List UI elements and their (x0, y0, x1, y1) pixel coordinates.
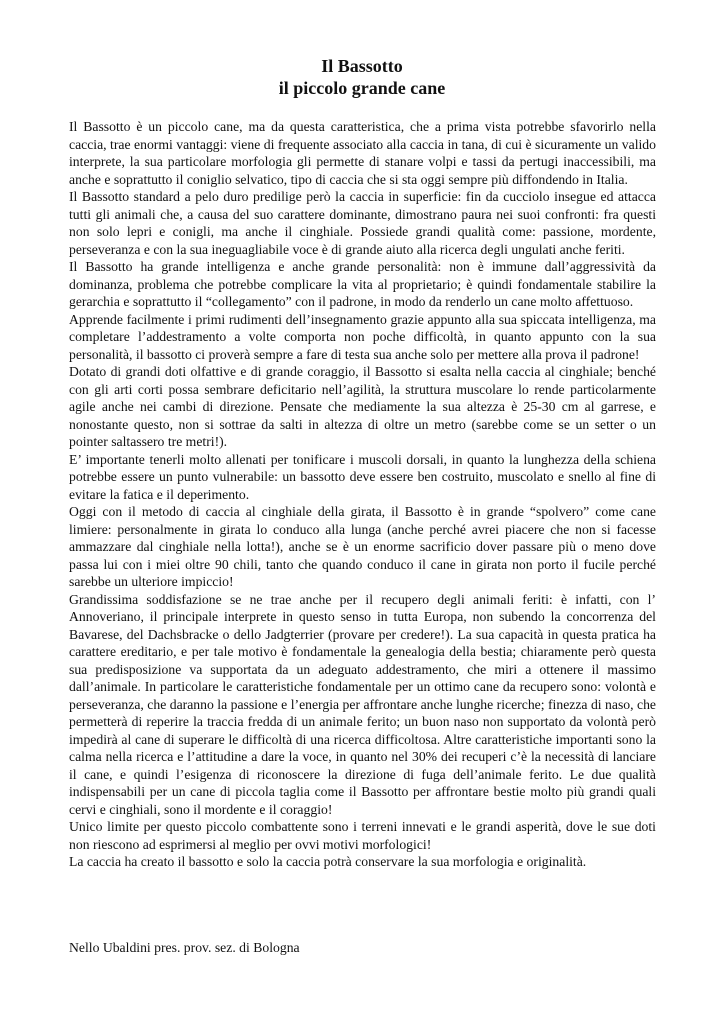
document-body (69, 118, 656, 871)
paragraph: Il Bassotto è un piccolo cane, ma da questa caratteristica, che a prima vista potrebbe sfavorirlo nella caccia, trae enormi vantaggi: viene di frequente associato alla caccia in tana, di cui è sicuramente un valido interprete, la sua particolare morfologia gli permette di stanare volpi e tassi da pertugi inaccessibili, ma anche e soprattutto il coniglio selvatico, tipo di caccia che si sta oggi sempre più diffondendo in Italia. (69, 119, 656, 187)
paragraph: Unico limite per questo piccolo combattente sono i terreni innevati e le grandi asperità, dove le sue doti non riescono ad esprimersi al meglio per ovvi motivi morfologici! (69, 819, 656, 852)
paragraph: La caccia ha creato il bassotto e solo la caccia potrà conservare la sua morfologia e originalità. (69, 854, 587, 869)
paragraph: Il Bassotto standard a pelo duro predilige però la caccia in superficie: fin da cucciolo insegue ed attacca tutti gli animali che, a causa del suo carattere dominante, dimostrano paura nei suoi confronti: fra questi non solo lepri e conigli, ma anche il cinghiale. Possiede grandi qualità come: passione, mordente, perseveranza e con la sua ineguagliabile voce è di grande aiuto alla ricerca degli ungulati anche feriti. (69, 189, 656, 257)
paragraph: E’ importante tenerli molto allenati per tonificare i muscoli dorsali, in quanto la lunghezza della schiena potrebbe essere un punto vulnerabile: un bassotto deve essere ben costruito, muscolato e snello al fine di evitare la fatica e il deperimento. (69, 451, 656, 502)
paragraph: Il Bassotto ha grande intelligenza e anche grande personalità: non è immune dall’aggressività da dominanza, problema che potrebbe complicare la vita al proprietario; è quindi fondamentale stabilire la gerarchia e soprattutto il “collegamento” con il padrone, in modo da renderlo un cane molto affettuoso. (69, 259, 656, 309)
document-subtitle: il piccolo grande cane (278, 78, 446, 98)
document-title: Il Bassotto (321, 56, 403, 76)
paragraph: Apprende facilmente i primi rudimenti dell’insegnamento grazie appunto alla sua spiccata intelligenza, ma completare l’addestramento a volte comporta non poche difficoltà, in quanto appunto con la sua personalità, il bassotto ci proverà sempre a fare di testa sua anche solo per mettere alla prova il padrone! (69, 311, 656, 362)
paragraph: Dotato di grandi doti olfattive e di grande coraggio, il Bassotto si esalta nella caccia al cinghiale; benché con gli arti corti possa sembrare deficitario nell’agilità, la struttura muscolare lo rende particolarmente agile anche nei cambi di direzione. Pensate che mediamente la sua altezza è 25-30 cm al garrese, e nonostante questo, non si sottrae da salti in altezza di oltre un metro (sarebbe come se un setter o un pointer saltassero tre metri!). (69, 364, 656, 449)
paragraph: Oggi con il metodo di caccia al cinghiale della girata, il Bassotto è in grande “spolvero” come cane limiere: personalmente in girata lo conduco alla lunga (anche perché avrei piacere che non si facesse ammazzare dal cinghiale nella lotta!), anche se è un enorme sacrificio dover passare più o meno dove passa lui con i miei oltre 90 chili, tanto che quando conduco il cane in girata non porto il fucile perché sarebbe un ulteriore impiccio! (69, 504, 656, 589)
signature: Nello Ubaldini pres. prov. sez. di Bologna (69, 940, 300, 955)
document-header (0, 55, 724, 99)
paragraph: Grandissima soddisfazione se ne trae anche per il recupero degli animali feriti: è infatti, con l’ Annoveriano, il principale interprete in questo senso in tutta Europa, non subendo la concorrenza del Bavarese, del Dachsbracke o dello Jadgterrier (provare per credere!). La sua capacità in questa pratica ha carattere ereditario, e per tale motivo è fondamentale la genealogia della bestia; chiaramente però questa sua predisposizione va supportata da un adeguato addestramento, che miri a ottenere il massimo dall’animale. In particolare le caratteristiche fondamentale per un ottimo cane da recupero sono: volontà e perseveranza, che daranno la passione e l’energia per affrontare anche lunghe ricerche; finezza di naso, che permetterà di reperire la traccia fredda di un animale ferito; un buon naso non supportato da volontà però impedirà al cane di superare le difficoltà di una ricerca difficoltosa. Altre caratteristiche importanti sono la calma nella ricerca e l’attitudine a dare la voce, in quanto nel 30% dei recuperi c’è la necessità di lanciare il cane, e quindi l’esigenza di riconoscere la direzione di fuga dell’animale ferito. Le due qualità indispensabili per un cane di piccola taglia come il Bassotto per affrontare bestie molto più grandi quali cervi e cinghiali, sono il mordente e il coraggio! (69, 591, 656, 817)
